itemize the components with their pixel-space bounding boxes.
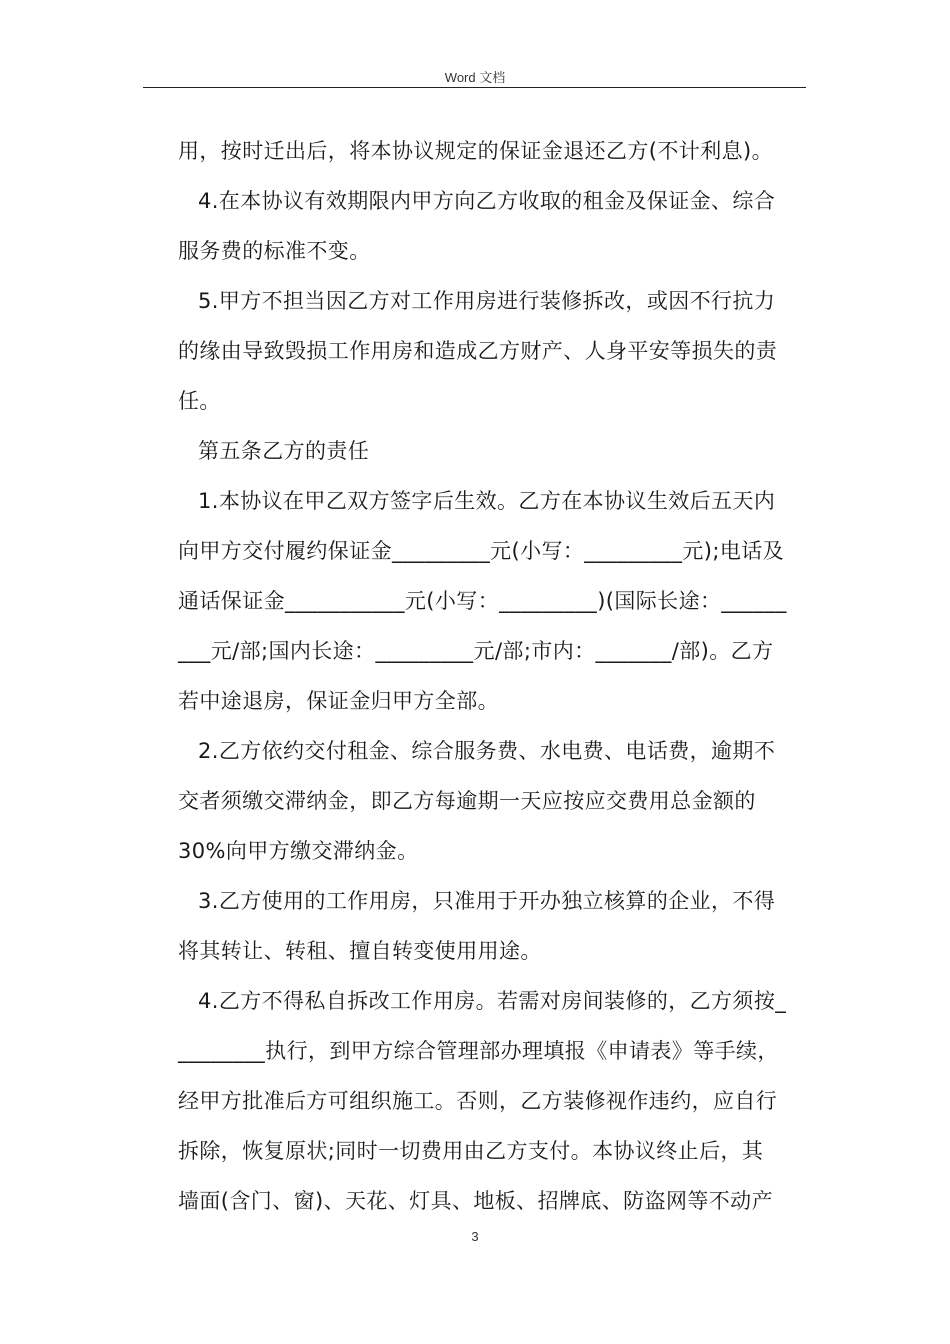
text-line: 墙面(含门、窗)、天花、灯具、地板、招牌底、防盗网等不动产 (178, 1189, 773, 1213)
text-line: 任。 (178, 389, 221, 413)
text-line: 4.乙方不得私自拆改工作用房。若需对房间装修的，乙方须按_ (198, 989, 787, 1013)
text-line: 30%向甲方缴交滞纳金。 (178, 839, 419, 863)
text-line: 用，按时迁出后，将本协议规定的保证金退还乙方(不计利息)。 (178, 139, 773, 163)
document-body (178, 126, 808, 1226)
text-line: 交者须缴交滞纳金，即乙方每逾期一天应按应交费用总金额的 (178, 789, 756, 813)
page-number: 3 (471, 1229, 479, 1244)
text-line: 若中途退房，保证金归甲方全部。 (178, 689, 499, 713)
text-line: 4.在本协议有效期限内甲方向乙方收取的租金及保证金、综合 (198, 189, 776, 213)
text-line: 通话保证金___________元(小写：_________)(国际长途：______ (178, 589, 787, 613)
text-line: 的缘由导致毁损工作用房和造成乙方财产、人身平安等损失的责 (178, 339, 778, 363)
text-line: 将其转让、转租、擅自转变使用用途。 (178, 939, 542, 963)
text-line: 2.乙方依约交付租金、综合服务费、水电费、电话费，逾期不 (198, 739, 776, 763)
text-line: 5.甲方不担当因乙方对工作用房进行装修拆改，或因不行抗力 (198, 289, 776, 313)
text-line: ________执行，到甲方综合管理部办理填报《申请表》等手续， (178, 1039, 779, 1063)
text-line: 经甲方批准后方可组织施工。否则，乙方装修视作违约，应自行 (178, 1089, 778, 1113)
text-line: 拆除，恢复原状;同时一切费用由乙方支付。本协议终止后，其 (178, 1139, 764, 1163)
text-line: 1.本协议在甲乙双方签字后生效。乙方在本协议生效后五天内 (198, 489, 776, 513)
text-line: 3.乙方使用的工作用房，只准用于开办独立核算的企业，不得 (198, 889, 776, 913)
text-line: ___元/部;国内长途：_________元/部;市内：_______/部)。乙方 (178, 639, 774, 663)
header-title: Word 文档 (444, 70, 506, 85)
header-divider (143, 87, 806, 88)
text-line: 向甲方交付履约保证金_________元(小写：_________元);电话及 (178, 539, 785, 563)
text-line: 服务费的标准不变。 (178, 239, 371, 263)
section-heading: 第五条乙方的责任 (198, 439, 370, 463)
